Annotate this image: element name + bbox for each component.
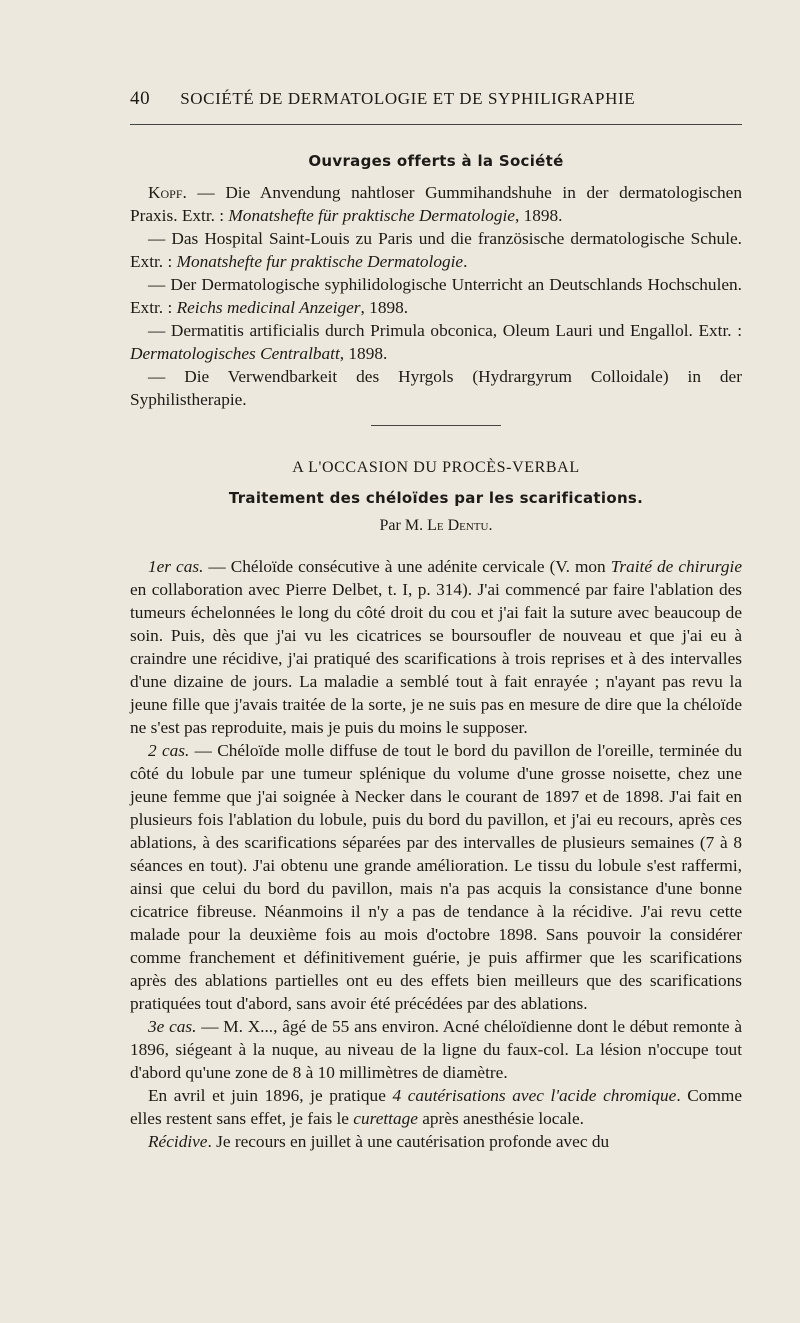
ouvrage-source: Monatshefte fur praktische Dermatologie — [176, 252, 464, 271]
author-name: Le Dentu — [427, 517, 489, 534]
case-paragraph: 3e cas. — M. X..., âgé de 55 ans environ. Acné chéloïdienne dont le début remonte à 1896, siégeant à la nuque, au niveau de la ligne du faux-col. La lésion n'occupe tout d'abord qu'une zone de 8 à 10 millimètres de diamètre. — [130, 1017, 742, 1082]
running-title: SOCIÉTÉ DE DERMATOLOGIE ET DE SYPHILIGRAPHIE — [180, 89, 636, 108]
ouvrage-item: — Die Verwendbarkeit des Hyrgols (Hydrargyrum Colloidale) in der Syphilistherapie. — [130, 367, 742, 409]
article-title: Traitement des chéloïdes par les scarifications. — [228, 489, 644, 507]
body-paragraph: Récidive. Je recours en juillet à une cautérisation profonde avec du — [148, 1132, 610, 1151]
page-body — [130, 150, 742, 1153]
case-label: 1er cas. — [148, 557, 204, 576]
case-paragraph: 2 cas. — Chéloïde molle diffuse de tout le bord du pavillon de l'oreille, terminée du côté du lobule par une tumeur splénique du volume d'une grosse noisette, chez une jeune femme que j'ai soignée à Necker dans le courant de 1897 et de 1898. J'ai fait en plusieurs fois l'ablation du lobule, puis du bord du pavillon, et j'ai eu recours, après ces ablations, à des scarifications séparées par des intervalles de plusieurs semaines (7 à 8 séances en tout). J'ai obtenu une grande amélioration. Le tissu du lobule s'est raffermi, ainsi que celui du bord du pavillon, mais n'a pas acquis la consistance d'une bonne cicatrice fibreuse. Néanmoins il n'y a pas de tendance à la récidive. J'ai revu cette malade pour la deuxième fois au mois d'octobre 1898. Sans pouvoir la considérer comme franchement et définitivement guérie, je puis affirmer que les scarifications après des ablations partielles ont eu des effets bien meilleurs que des scarifications pratiquées tout d'abord, sans avoir été précédées par des ablations. — [130, 741, 742, 1013]
ouvrage-item: — Der Dermatologische syphilidologische Unterricht an Deutschlands Hochschulen. Extr. : Reichs medicinal Anzeiger, 1898. — [130, 275, 742, 317]
page-number: 40 — [130, 88, 151, 109]
case-label: 3e cas. — [148, 1017, 197, 1036]
case-label: 2 cas. — [148, 741, 190, 760]
running-header — [130, 88, 742, 110]
ouvrage-item: — Dermatitis artificialis durch Primula obconica, Oleum Lauri und Engallol. Extr. : Dermatologisches Centralbatt, 1898. — [130, 321, 742, 363]
section-heading: A L'OCCASION DU PROCÈS-VERBAL — [292, 459, 580, 476]
body-paragraph: En avril et juin 1896, je pratique 4 cautérisations avec l'acide chromique. Comme elles restent sans effet, je fais le curettage après anesthésie locale. — [130, 1086, 742, 1128]
emphasis: curettage — [353, 1109, 418, 1128]
ouvrage-item: Kopf. — Die Anvendung nahtloser Gummihandshuhe in der dermatologischen Praxis. Extr. : Monatshefte für praktische Dermatologie, 1898. — [130, 183, 742, 225]
ouvrage-author: Kopf — [148, 183, 183, 202]
article-byline: Par M. Le Dentu. — [379, 517, 493, 534]
cited-work: Traité de chirurgie — [610, 557, 742, 576]
ouvrage-source: Dermatologisches Centralbatt — [130, 344, 340, 363]
ouvrage-source: Reichs medicinal Anzeiger — [176, 298, 361, 317]
paragraph-label: Récidive — [148, 1132, 208, 1151]
case-paragraph: 1er cas. — Chéloïde consécutive à une adénite cervicale (V. mon Traité de chirurgie en collaboration avec Pierre Delbet, t. I, p. 314). J'ai commencé par faire l'ablation des tumeurs échelonnées le long du côté droit du cou et j'ai fait la suture avec beaucoup de soin. Puis, dès que j'ai vu les cicatrices se boursoufler de nouveau et que j'ai eu à craindre une récidive, j'ai pratiqué des scarifications à trois reprises et à des intervalles d'une dizaine de jours. La maladie a semblé tout à fait enrayée ; n'ayant pas revu la jeune fille que j'avais traitée de la sorte, je ne suis pas en mesure de dire que la chéloïde ne s'est pas reproduite, mais je puis du moins le supposer. — [130, 557, 742, 737]
emphasis: 4 cautérisations avec l'acide chromique — [392, 1086, 677, 1105]
ouvrages-heading: Ouvrages offerts à la Société — [308, 152, 564, 170]
ouvrage-source: Monatshefte für praktische Dermatologie — [228, 206, 515, 225]
header-rule — [130, 124, 742, 125]
ouvrage-item: — Das Hospital Saint-Louis zu Paris und die französische dermatologische Schule. Extr. : Monatshefte fur praktische Dermatologie. — [130, 229, 742, 271]
